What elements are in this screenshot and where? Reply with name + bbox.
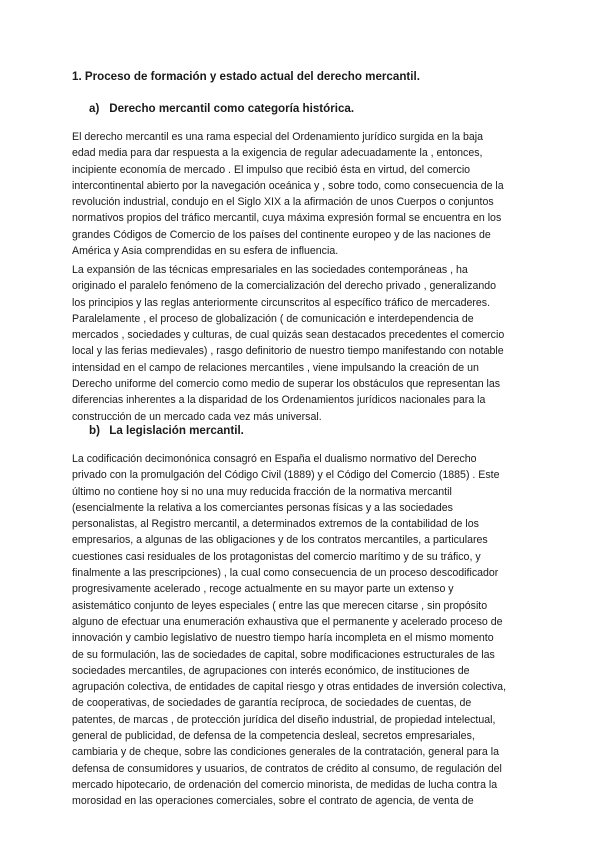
paragraph [72, 451, 532, 810]
text-line: construcción de un mercado cada vez más universal. [72, 410, 322, 423]
text-line: cuestiones casi residuales de los protagonistas del comercio marítimo y de su tráfico, y [72, 550, 481, 563]
text-line: La codificación decimonónica consagró en España el dualismo normativo del Derecho [72, 453, 477, 465]
text-line: normativos propios del tráfico mercantil, cuya máxima expresión formal se encuentra en los [72, 212, 502, 225]
text-line: intensidad en el campo de relaciones mercantiles , viene impulsando la creación de un [72, 361, 479, 374]
text-line: grandes Códigos de Comercio de los países del continente europeo y de las naciones de [72, 228, 491, 241]
section-heading-a [89, 102, 354, 115]
section-number: b) [89, 424, 100, 437]
text-line: (esencialmente la relativa a los comerciantes personas físicas y a las sociedades [72, 501, 453, 514]
section-number: a) [89, 102, 100, 115]
section-title: Derecho mercantil como categoría histórica. [109, 102, 355, 115]
text-line: los principios y las reglas anteriormente circunscritos al específico tráfico de mercaderes. [72, 296, 491, 309]
text-line: intercontinental abierto por la navegación oceánica y , sobre todo, como consecuencia de la [72, 179, 504, 192]
text-line: de su formulación, las de sociedades de capital, sobre modificaciones estructurales de las [72, 648, 495, 661]
text-line: La expansión de las técnicas empresariales en las sociedades contemporáneas , ha [72, 264, 468, 276]
text-line: de cooperativas, de sociedades de garantía recíproca, de sociedades de cuentas, de [72, 697, 472, 710]
page-title: 1. Proceso de formación y estado actual del derecho mercantil. [72, 70, 420, 83]
text-line: privado con la promulgación del Código Civil (1889) y el Código del Comercio (1885) . Este [72, 469, 500, 482]
text-line: revolución industrial, condujo en el Siglo XIX a la afirmación de unos Cuerpos o conjuntos [72, 196, 494, 209]
text-line: general de publicidad, de defensa de la competencia desleal, secretos empresariales, [72, 730, 475, 743]
text-line: sociedades mercantiles, de agrupaciones con interés económico, de instituciones de [72, 664, 470, 677]
text-line: mercados , sociedades y culturas, de cual quizás sean destacados precedentes el comercio [72, 329, 505, 342]
text-line: local y las ferias medievales) , rasgo definitorio de nuestro tiempo manifestando con notable [72, 345, 504, 358]
text-line: diferencias inherentes a la disparidad de los Ordenamientos jurídicos nacionales para la [72, 394, 486, 407]
section-title: La legislación mercantil. [109, 424, 244, 437]
text-line: Paralelamente , el proceso de globalización ( de comunicación e interdependencia de [72, 312, 474, 325]
text-line: incipiente economía de mercado . El impulso que recibió ésta en virtud, del comercio [72, 163, 471, 176]
paragraph [72, 262, 532, 425]
text-line: América y Asia comprendidas en su esfera de influencia. [72, 245, 339, 258]
text-line: finalmente a las prescripciones) , la cual como consecuencia de un proceso descodificador [72, 567, 499, 580]
section-heading-b [89, 424, 244, 437]
paragraph [72, 129, 532, 259]
text-line: cambiaria y de cheque, sobre las condiciones generales de la contratación, general para la [72, 746, 499, 759]
text-line: morosidad en las operaciones comerciales, sobre el contrato de agencia, de venta de [72, 795, 474, 808]
text-line: edad media para dar respuesta a la exigencia de regular adecuadamente la , entonces, [72, 147, 483, 160]
text-line: progresivamente acelerado , recoge actualmente en su mayor parte un extenso y [72, 583, 454, 596]
text-line: El derecho mercantil es una rama especial del Ordenamiento jurídico surgida en la baja [72, 131, 484, 143]
text-line: alguno de efectuar una enumeración exhaustiva que el permanente y acelerado proceso de [72, 615, 503, 628]
text-line: último no contiene hoy si no una muy reducida fracción de la normativa mercantil [72, 485, 452, 498]
text-line: agrupación colectiva, de entidades de capital riesgo y otras entidades de inversión colectiva, [72, 681, 507, 694]
text-line: asistemático conjunto de leyes especiales ( entre las que merecen citarse , sin propósito [72, 599, 488, 612]
text-line: personalistas, al Registro mercantil, a determinados extremos de la contabilidad de los [72, 518, 479, 531]
text-line: originado el paralelo fenómeno de la comercialización del derecho privado , generalizando [72, 280, 497, 293]
text-line: defensa de consumidores y usuarios, de contratos de crédito al consumo, de regulación del [72, 762, 502, 775]
text-line: patentes, de marcas , de protección jurídica del diseño industrial, de propiedad intelectual, [72, 713, 496, 726]
text-line: empresarios, a algunas de las obligaciones y de los contratos mercantiles, a particulares [72, 534, 488, 547]
text-line: mercado hipotecario, de ordenación del comercio minorista, de medidas de lucha contra la [72, 778, 498, 791]
text-line: innovación y cambio legislativo de nuestro tiempo haría incompleta en el mismo momento [72, 632, 494, 645]
text-line: Derecho uniforme del comercio como medio de superar los obstáculos que representan las [72, 378, 501, 391]
